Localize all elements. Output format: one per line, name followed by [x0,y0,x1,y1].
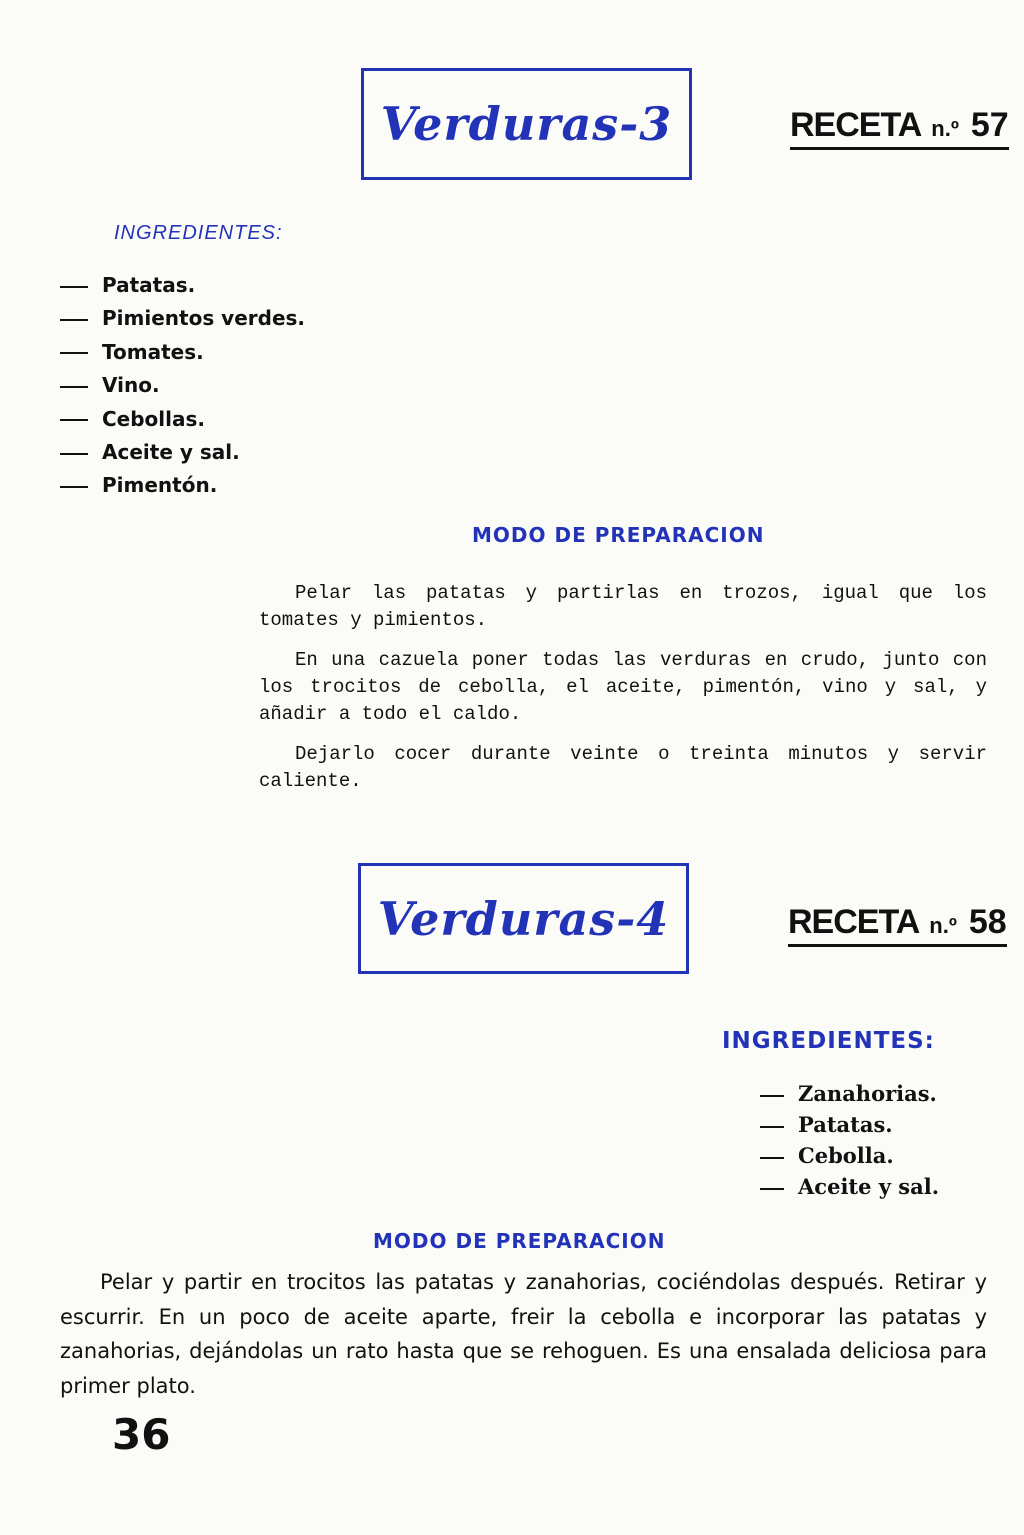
recipe-2-ingredients-label: INGREDIENTES: [722,1028,935,1054]
dash-mark [760,1157,784,1159]
ingredient-item: Aceite y sal. [60,436,305,469]
dash-mark [60,286,88,288]
dash-mark [60,453,88,455]
ingredient-item: Tomates. [60,336,305,369]
recipe-2-ingredient-list [760,1078,939,1202]
receta-n-label: n.º [929,913,957,938]
dash-mark [60,486,88,488]
recipe-1-paragraph-3: Dejarlo cocer durante veinte o treinta minutos y servir caliente. [259,743,987,792]
page-number: 36 [112,1410,171,1459]
ingredient-item: Patatas. [760,1109,939,1140]
recipe-1-paragraph-2: En una cazuela poner todas las verduras en crudo, junto con los trocitos de cebolla, el aceite, pimentón, vino y sal, y añadir a todo el caldo. [259,649,987,725]
receta-n-label: n.º [931,116,959,141]
ingredient-item: Patatas. [60,269,305,302]
dash-mark [60,352,88,354]
dash-mark [760,1095,784,1097]
receta-label: RECETA [788,903,920,941]
dash-mark [60,386,88,388]
ingredient-item: Aceite y sal. [760,1171,939,1202]
dash-mark [760,1188,784,1190]
dash-mark [760,1126,784,1128]
dash-mark [60,419,88,421]
ingredient-item: Cebolla. [760,1140,939,1171]
recipe-1-number [790,106,1009,150]
recipe-1-ingredient-list [60,269,305,503]
dash-mark [60,319,88,321]
recipe-1-title-box [361,68,692,180]
receta-number-value: 58 [968,903,1007,941]
ingredient-item: Pimentón. [60,469,305,502]
ingredient-item: Cebollas. [60,403,305,436]
ingredient-item: Pimientos verdes. [60,302,305,335]
recipe-2-title-box [358,863,689,974]
recipe-2-number [788,903,1007,947]
receta-label: RECETA [790,106,922,144]
receta-number-value: 57 [970,106,1009,144]
recipe-1-paragraph-1: Pelar las patatas y partirlas en trozos, igual que los tomates y pimientos. [259,582,987,631]
recipe-1-method-label: MODO DE PREPARACION [472,523,765,547]
recipe-2-paragraph: Pelar y partir en trocitos las patatas y zanahorias, cociéndolas después. Retirar y escurrir. En un poco de aceite aparte, freir la cebolla e incorporar las patatas y zanahorias, dejándolas un rato hasta que se rehoguen. Es una ensalada deliciosa para primer plato. [60,1270,987,1398]
recipe-2-title: Verduras-4 [377,891,670,946]
recipe-2-method-label: MODO DE PREPARACION [373,1229,666,1253]
recipe-1-title: Verduras-3 [380,97,673,151]
recipe-1-ingredients-label: INGREDIENTES: [114,222,283,244]
ingredient-item: Zanahorias. [760,1078,939,1109]
ingredient-item: Vino. [60,369,305,402]
